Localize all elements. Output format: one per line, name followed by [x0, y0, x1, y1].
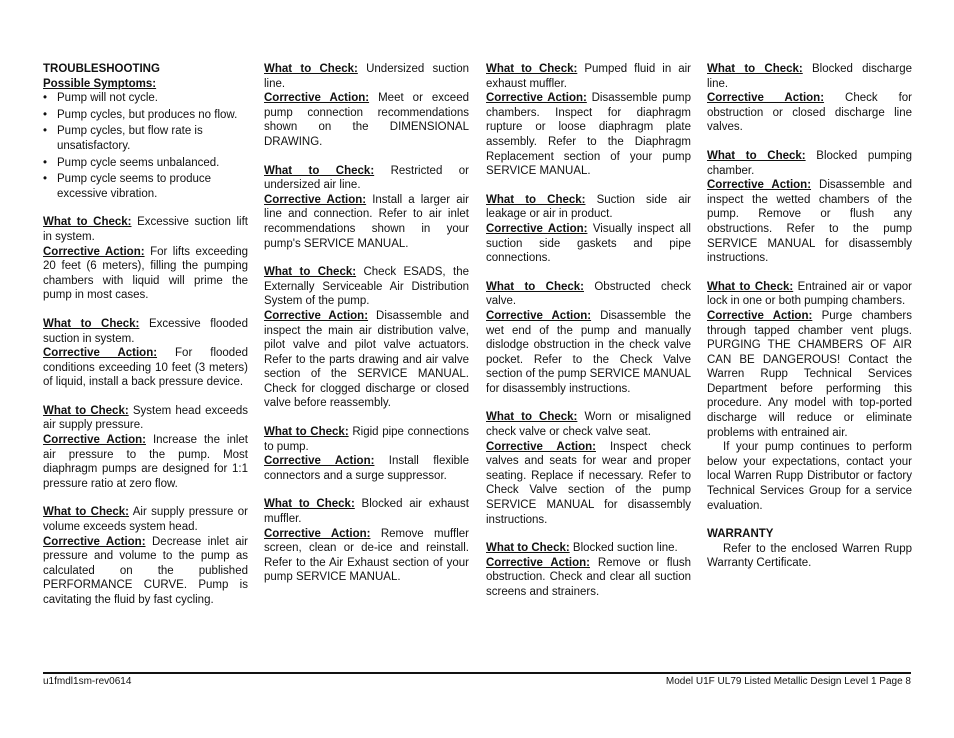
check-block-11 [486, 280, 691, 397]
action-label: Corrective Action: [264, 309, 369, 322]
action-label: Corrective Action: [486, 556, 590, 569]
check-label: What to Check: [264, 63, 358, 75]
action-label: Corrective Action: [43, 245, 145, 258]
warranty-title: WARRANTY [707, 528, 774, 541]
check-text: Check ESADS, the Externally Serviceable Air Distribution System of the pump. [264, 266, 469, 308]
footer-doc-code: u1fmdl1sm-rev0614 [43, 676, 132, 687]
footer-rule [43, 672, 911, 674]
column-2 [264, 62, 469, 585]
symptom-list [43, 91, 248, 201]
action-text: Install a larger air line and connection. Refer to air inlet recommendations shown in your pump's SERVICE MANUAL. [264, 193, 469, 250]
action-label: Corrective Action: [43, 535, 146, 548]
check-label: What to Check: [43, 317, 140, 330]
action-label: Corrective Action: [264, 193, 367, 206]
check-text: Pumped fluid in air exhaust muffler. [486, 63, 691, 90]
action-text: Visually inspect all suction side gaskets and pipe connections. [486, 222, 691, 265]
check-text: Undersized suction line. [264, 63, 469, 90]
warranty-text: Refer to the enclosed Warren Rupp Warranty Certificate. [707, 542, 912, 570]
check-label: What to Check: [43, 404, 129, 417]
check-label: What to Check: [486, 193, 586, 206]
check-block-2 [43, 404, 248, 492]
action-label: Corrective Action: [43, 434, 146, 447]
action-text: Check for obstruction or closed discharge line valves. [707, 92, 912, 134]
symptom-item: • Pump will not cycle. [43, 91, 248, 106]
check-label: What to Check: [264, 164, 375, 177]
check-text: Suction side air leakage or air in product. [486, 193, 691, 221]
action-label: Corrective Action: [486, 222, 588, 235]
action-text: Install flexible connectors and a surge suppressor. [264, 455, 469, 482]
action-text: Remove or flush obstruction. Check and clear all suction screens and strainers. [486, 556, 692, 598]
symptom-item: • Pump cycle seems unbalanced. [43, 156, 248, 171]
check-label: What to Check: [486, 411, 578, 424]
check-block-10 [486, 193, 691, 266]
check-label: What to Check: [707, 280, 794, 293]
action-text: Disassemble and inspect the main air distribution valve, pilot valve and pilot valve actuators. Refer to the parts drawing and air valve section of the SERVICE MANUAL. Check for clogged discharge or closed valve before reassembly. [264, 309, 469, 410]
check-label: What to Check: [43, 216, 132, 229]
action-text: Decrease inlet air pressure and volume to the pump as calculated on the published PERFORMANCE CURVE. Pump is cavitating the fluid by fast cycling. [43, 535, 249, 606]
action-text: For lifts exceeding 20 feet (6 meters), filling the pumping chambers with liquid will prime the pump in most cases. [43, 245, 248, 302]
column-4 [707, 62, 912, 571]
action-label: Corrective Action: [43, 347, 158, 360]
column-3 [486, 62, 691, 600]
action-label: Corrective Action: [707, 179, 812, 192]
check-block-12 [486, 410, 691, 527]
check-label: What to Check: [264, 266, 357, 279]
action-label: Corrective Action: [707, 92, 825, 105]
check-label: What to Check: [486, 280, 584, 293]
troubleshooting-title: TROUBLESHOOTING [43, 63, 160, 75]
check-text: Blocked pumping chamber. [707, 149, 912, 177]
action-label: Corrective Action: [264, 455, 375, 468]
closing-paragraph: If your pump continues to perform below your expectations, contact your local Warren Rupp Distributor or factory Technical Services Group for a service evaluation. [707, 441, 912, 512]
check-block-5 [264, 164, 469, 252]
check-label: What to Check: [264, 498, 355, 511]
symptom-item: • Pump cycle seems to produce excessive vibration. [43, 172, 248, 201]
check-text: Obstructed check valve. [486, 280, 691, 308]
check-block-8 [264, 497, 469, 585]
column-1 [43, 62, 248, 608]
check-block-6 [264, 265, 469, 411]
action-text: Meet or exceed pump connection recommendations shown on the DIMENSIONAL DRAWING. [264, 92, 469, 148]
check-label: What to Check: [707, 63, 803, 75]
action-label: Corrective Action: [486, 92, 587, 105]
check-block-15 [707, 149, 912, 266]
check-text: Rigid pipe connections to pump. [264, 426, 469, 453]
check-text: Excessive flooded suction in system. [43, 317, 248, 345]
check-block-9 [486, 62, 691, 179]
check-text: Blocked suction line. [572, 542, 678, 555]
action-text: Remove muffler screen, clean or de-ice and reinstall. Refer to the Air Exhaust section of your pump SERVICE MANUAL. [264, 527, 469, 584]
check-text: Air supply pressure or volume exceeds system head. [43, 506, 249, 534]
action-label: Corrective Action: [486, 440, 596, 453]
action-text: Disassemble and inspect the wetted chambers of the pump. Remove or flush any obstructions. Refer to the pump SERVICE MANUAL for disassembly instructions. [707, 179, 912, 265]
check-text: Restricted or undersized air line. [264, 164, 469, 192]
action-text: Increase the inlet air pressure to the pump. Most diaphragm pumps are designed for 1:1 pressure ratio at zero flow. [43, 434, 248, 490]
possible-symptoms-heading: Possible Symptoms: [43, 77, 157, 90]
check-text: Worn or misaligned check valve or check valve seat. [486, 411, 691, 439]
check-block-13 [486, 541, 691, 599]
action-text: Inspect check valves and seats for wear and proper seating. Replace if necessary. Refer to Check Valve section of the pump SERVICE MANUAL for disassembly instructions. [486, 440, 691, 526]
action-text: Purge chambers through tapped chamber vent plugs. PURGING THE CHAMBERS OF AIR CAN BE DANGEROUS! Contact the Warren Rupp Technical Services Department before performing this procedure. Any model with top-ported discharge will reduce or eliminate problems with entrained air. [707, 309, 913, 439]
check-block-4 [264, 62, 469, 150]
check-block-16 [707, 280, 912, 441]
action-label: Corrective Action: [264, 527, 371, 540]
check-label: What to Check: [707, 149, 806, 162]
symptom-item: • Pump cycles, but flow rate is unsatisfactory. [43, 124, 248, 153]
check-label: What to Check: [486, 63, 578, 75]
action-label: Corrective Action: [486, 309, 592, 322]
check-block-14 [707, 62, 912, 135]
action-text: Disassemble pump chambers. Inspect for diaphragm rupture or loose diaphragm plate assembly. Refer to the Diaphragm Replacement section of your pump SERVICE MANUAL. [486, 92, 691, 178]
check-label: What to Check: [43, 506, 129, 519]
check-block-0 [43, 215, 248, 303]
check-block-3 [43, 505, 248, 607]
check-text: Blocked air exhaust muffler. [264, 498, 469, 526]
action-label: Corrective Action: [264, 92, 370, 105]
action-text: Disassemble the wet end of the pump and manually dislodge obstruction in the check valve pocket. Refer to the Check Valve section of the pump SERVICE MANUAL for disassembly instructions. [486, 309, 692, 395]
check-label: What to Check: [264, 426, 349, 439]
check-text: Blocked discharge line. [707, 63, 912, 90]
footer-page-info: Model U1F UL79 Listed Metallic Design Level 1 Page 8 [665, 676, 911, 687]
check-label: What to Check: [486, 542, 570, 555]
check-text: System head exceeds air supply pressure. [43, 404, 248, 432]
action-label: Corrective Action: [707, 309, 813, 322]
symptom-item: • Pump cycles, but produces no flow. [43, 108, 248, 123]
check-block-7 [264, 425, 469, 483]
check-text: Excessive suction lift in system. [43, 216, 248, 243]
check-text: Entrained air or vapor lock in one or both pumping chambers. [707, 280, 912, 308]
check-block-1 [43, 317, 248, 390]
action-text: For flooded conditions exceeding 10 feet (3 meters) of liquid, install a back pressure device. [43, 347, 248, 389]
